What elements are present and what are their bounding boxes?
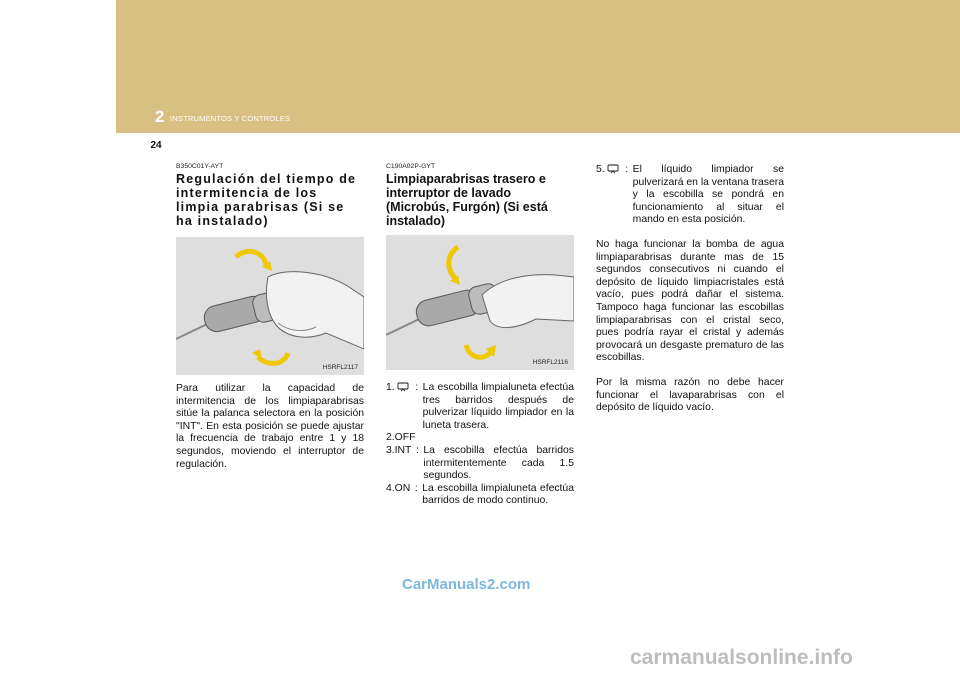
item-number: 5.: [596, 164, 605, 175]
watermark-text: carmanualsonline.info: [630, 646, 853, 669]
item-text: La escobilla efectúa barridos intermitentemente cada 1.5 segundos.: [423, 444, 574, 482]
rear-washer-icon: [397, 382, 409, 392]
section-heading: Limpiaparabrisas trasero e interruptor de lavado (Microbús, Furgón) (Si está instalado): [386, 172, 548, 228]
rotate-arrow-icon: [252, 349, 288, 363]
item-number: 3.INT: [386, 444, 412, 456]
middle-column: [386, 163, 574, 508]
figure-caption: HSRFL2116: [532, 359, 568, 366]
note-paragraph: Por la misma razón no debe hacer funcionar el lavaparabrisas con el depósito de líquido vacío.: [596, 376, 784, 414]
section-heading: Regulación del tiempo de intermitencia de los limpia parabrisas (Si se ha instalado): [176, 172, 357, 228]
list-item: [386, 445, 574, 483]
item-separator: :: [625, 164, 629, 175]
rotate-arrow-icon: [449, 247, 460, 285]
left-column: [176, 163, 364, 471]
rotate-arrow-icon: [236, 251, 272, 271]
item-text: El líquido limpiador se pulverizará en la ventana trasera y la escobilla se pondrá en funcionamiento al situar el mando en esta posición.: [632, 164, 785, 226]
item-separator: :: [415, 382, 419, 393]
section-title: INSTRUMENTOS Y CONTROLES: [170, 114, 291, 123]
item-text: La escobilla limpialuneta efectúa tres barridos después de pulverizar líquido limpiador en la luneta trasera.: [422, 382, 574, 431]
section-code: C190A02P-GYT: [386, 163, 436, 170]
item-number: 1.: [386, 382, 395, 393]
item-separator: :: [415, 444, 419, 456]
rotate-arrow-icon: [466, 345, 496, 357]
chapter-number: 2: [155, 107, 165, 126]
item-5: [596, 164, 784, 227]
hand-lever-illustration: [386, 235, 574, 370]
rear-washer-icon: [607, 164, 619, 174]
page-number: 24: [142, 138, 170, 154]
list-item: [386, 382, 574, 432]
watermark-link[interactable]: CarManuals2.com: [402, 576, 531, 593]
section-code: B350C01Y-AYT: [176, 163, 224, 170]
list-item: [386, 483, 574, 508]
right-column: [596, 164, 784, 415]
item-text: La escobilla limpialuneta efectúa barridos de modo continuo.: [422, 482, 574, 507]
rear-wiper-figure: [386, 235, 574, 370]
list-item: [596, 164, 784, 227]
wiper-lever-figure: [176, 237, 364, 375]
warning-paragraph: No haga funcionar la bomba de agua limpiaparabrisas durante mas de 15 segundos consecutivos ni cuando el depósito de líquido limpiacristales está vacío, pues podrá dañar el sistema. Tampoco haga funcionar las escobillas limpiaparabrisas con el cristal seco, pues podría rayar el cristal y además provocará un desgaste prematuro de las escobillas.: [596, 238, 784, 364]
figure-caption: HSRFL2117: [322, 364, 358, 371]
body-paragraph: Para utilizar la capacidad de intermitencia de los limpiaparabrisas sitúe la palanca selectora en la posición "INT". En esta posición se puede ajustar la frecuencia de trabajo entre 1 y 18 segundos, moviendo el interruptor de regulación.: [176, 383, 364, 470]
item-number: 4.ON: [386, 482, 411, 494]
item-separator: :: [414, 482, 418, 494]
list-item: [386, 432, 574, 445]
switch-positions-list: [386, 382, 574, 508]
hand-lever-illustration: [176, 237, 364, 375]
item-number: 2.OFF: [386, 432, 416, 444]
